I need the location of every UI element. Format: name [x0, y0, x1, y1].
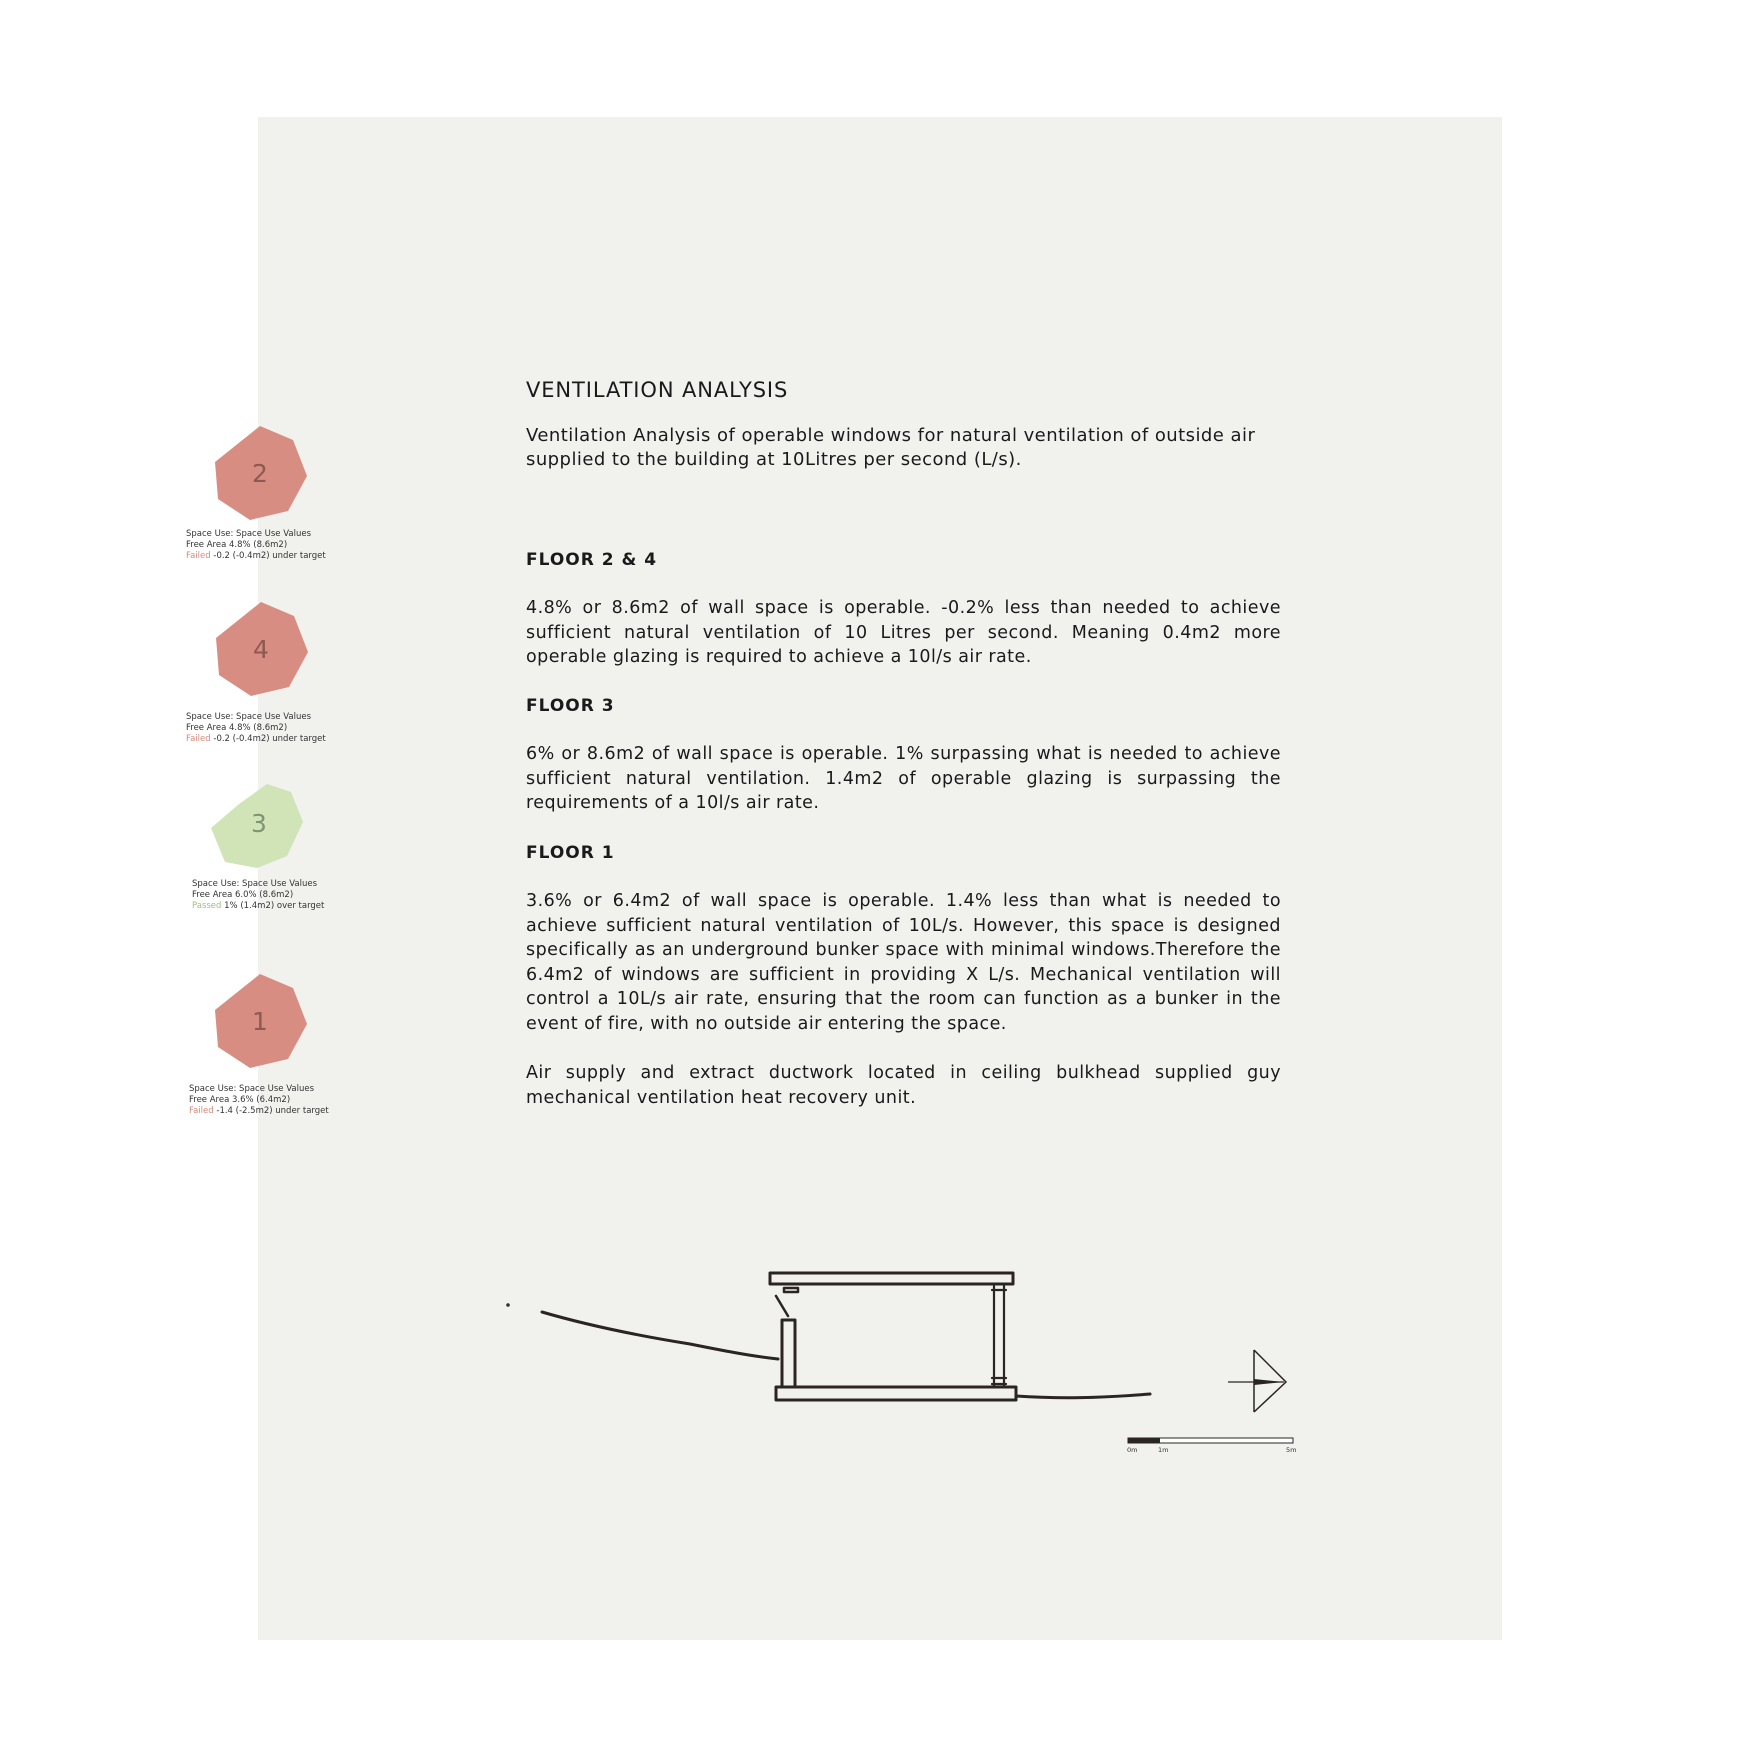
- badge-number: 3: [251, 809, 267, 838]
- scale-label-5: 5m: [1286, 1446, 1297, 1454]
- badge-number: 4: [253, 635, 269, 664]
- building-section-sketch: [500, 1260, 1300, 1460]
- left-wall: [782, 1320, 795, 1387]
- stats-line-2: Free Area 3.6% (6.4m2): [189, 1095, 291, 1105]
- status-text: -0.2 (-0.4m2) under target: [213, 551, 326, 561]
- floor-badge-3: [209, 774, 309, 874]
- badge-stats-2: [186, 529, 326, 562]
- scale-label-1: 1m: [1158, 1446, 1169, 1454]
- badge-stats-3: [192, 879, 324, 912]
- floor-1-heading: FLOOR 1: [526, 843, 615, 863]
- scale-bar-segment: [1128, 1438, 1160, 1443]
- stats-line-3: [192, 901, 324, 912]
- stats-line-2: Free Area 4.8% (8.6m2): [186, 540, 288, 550]
- floor-1-text: 3.6% or 6.4m2 of wall space is operable. 1.4% less than what is needed to achieve sufficient natural ventilation of 10L/s. However, this space is designed specifically as an underground bunker space with minimal windows.Therefore the 6.4m2 of windows are sufficient in providing X L/s. Mechanical ventilation will control a 10L/s air rate, ensuring that the room can function as a bunker in the event of fire, with no outside air entering the space.: [526, 891, 1281, 1034]
- status-label: Passed: [192, 901, 222, 911]
- floor-2-4-text: 4.8% or 8.6m2 of wall space is operable. -0.2% less than needed to achieve sufficient natural ventilation of 10 Litres per second. Meaning 0.4m2 more operable glazing is required to achieve a 10l/s air rate.: [526, 598, 1281, 667]
- ground-dot: [507, 1304, 509, 1306]
- status-label: Failed: [189, 1106, 214, 1116]
- badge-number: 1: [252, 1007, 268, 1036]
- floor-badge-4: [211, 600, 311, 700]
- page-title: VENTILATION ANALYSIS: [526, 378, 789, 402]
- scale-label-0: 0m: [1127, 1446, 1138, 1454]
- stats-line-3: [189, 1106, 329, 1117]
- ground-line-right: [1016, 1394, 1150, 1398]
- stats-line-2: Free Area 4.8% (8.6m2): [186, 723, 288, 733]
- floor-1-text-2: Air supply and extract ductwork located in ceiling bulkhead supplied guy mechanical ventilation heat recovery unit.: [526, 1063, 1281, 1108]
- status-text: 1% (1.4m2) over target: [224, 901, 325, 911]
- stats-line-3: [186, 734, 326, 745]
- ground-line-left: [542, 1312, 778, 1359]
- status-label: Failed: [186, 734, 211, 744]
- status-label: Failed: [186, 551, 211, 561]
- left-window-sash: [776, 1296, 788, 1316]
- intro-text: Ventilation Analysis of operable windows for natural ventilation of outside air supplied to the building at 10Litres per second (L/s).: [526, 425, 1256, 470]
- north-arrow-icon: [1226, 1346, 1296, 1416]
- stats-line-3: [186, 551, 326, 562]
- floor-badge-1: [210, 972, 310, 1072]
- badge-stats-4: [186, 712, 326, 745]
- stats-line-1: Space Use: Space Use Values: [186, 712, 312, 722]
- stats-line-1: Space Use: Space Use Values: [189, 1084, 315, 1094]
- floor-badge-2: [210, 424, 310, 524]
- floor-3-heading: FLOOR 3: [526, 696, 615, 716]
- roof-slab: [770, 1273, 1013, 1284]
- stats-line-2: Free Area 6.0% (8.6m2): [192, 890, 294, 900]
- stats-line-1: Space Use: Space Use Values: [192, 879, 318, 889]
- right-glazing: [994, 1286, 1004, 1387]
- floor-slab: [776, 1387, 1016, 1400]
- badge-stats-1: [189, 1084, 329, 1117]
- floor-3-text: 6% or 8.6m2 of wall space is operable. 1% surpassing what is needed to achieve sufficient natural ventilation. 1.4m2 of operable glazing is surpassing the requirements of a 10l/s air rate.: [526, 744, 1281, 813]
- status-text: -1.4 (-2.5m2) under target: [216, 1106, 329, 1116]
- scale-bar: [1126, 1436, 1300, 1464]
- status-text: -0.2 (-0.4m2) under target: [213, 734, 326, 744]
- stats-line-1: Space Use: Space Use Values: [186, 529, 312, 539]
- badge-number: 2: [252, 459, 268, 488]
- left-window-frame: [784, 1288, 798, 1292]
- floor-2-4-heading: FLOOR 2 & 4: [526, 550, 658, 570]
